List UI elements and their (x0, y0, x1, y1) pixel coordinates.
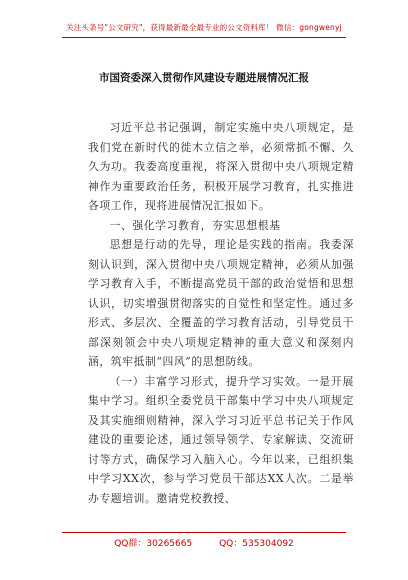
header-banner: 关注头条号"公文研究"，获得最新最全最专业的公文资料库！ 微信：gongwenyj (66, 23, 342, 32)
paragraph-section-1: 思想是行动的先导，理论是实践的指南。我委深刻认识到，深入贯彻中央八项规定精神，必须从加强学习教育入手，不断提高党员干部的政治觉悟和思想认识，切实增强贯彻落实的自觉性和坚定性。通过多形式、多层次、全覆盖的学习教育活动，引导党员干部深刻领会中央八项规定精神的重大意义和深刻内涵，筑牢抵制“四风”的思想防线。 (88, 238, 354, 368)
footer-qq-group: QQ群：30265665 (114, 539, 193, 549)
footer (0, 536, 408, 549)
paragraph-subsection-1: （一）丰富学习形式，提升学习实效。一是开展集中学习。组织全委党员干部集中学习中央八项规定及其实施细则精神，深入学习习近平总书记关于作风建设的重要论述，通过领导领学、专家解读、交流研讨等方式，确保学习入脑入心。今年以来，已组织集中学习XX次，参与学习党员干部达XX人次。二是举办专题培训。邀请党校教授、 (88, 374, 354, 505)
section-heading-1: 一、强化学习教育，夯实思想根基 (109, 218, 281, 232)
document-body (88, 118, 354, 508)
document-title: 市国资委深入贯彻作风建设专题进展情况汇报 (99, 72, 309, 84)
footer-divider (62, 532, 346, 533)
header-divider (62, 37, 346, 38)
footer-qq: QQ：535304092 (219, 539, 294, 549)
paragraph-intro: 习近平总书记强调，制定实施中央八项规定，是我们党在新时代的徙木立信之举，必须常抓不懈、久久为功。我委高度重视，将深入贯彻中央八项规定精神作为重要政治任务，积极开展学习教育，扎实推进各项工作，现将进展情况汇报如下。 (88, 121, 354, 212)
